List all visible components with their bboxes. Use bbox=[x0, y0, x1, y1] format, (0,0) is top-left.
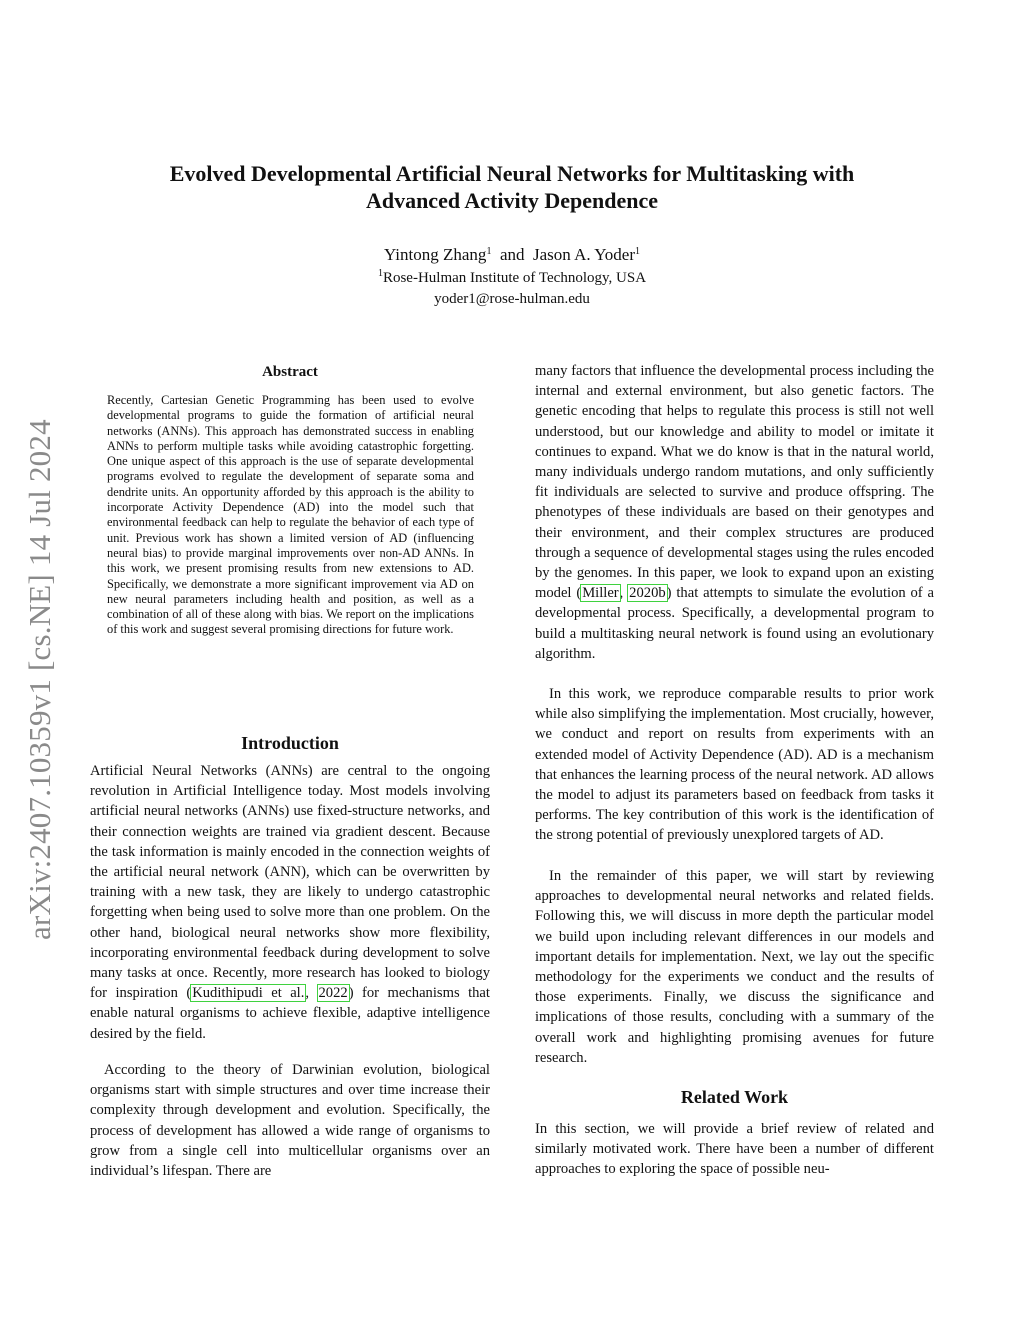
author-separator: and bbox=[499, 245, 525, 264]
introduction-paragraph bbox=[90, 761, 490, 1044]
paragraph-text: many factors that influence the developmental process including the internal and external environment, but also genetic factors. The genetic encoding that helps to regulate this process is still not well understood, but our knowledge and ability to model or imitate it continues to expand. What we do know is that in the natural world, many individuals undergo random mutations, and only sufficiently fit individuals are selected to survive and produce offspring. The phenotypes of these individuals are based on their genotypes and their environment, and their complex structures are produced through a sequence of developmental stages using the rules encoded by the genomes. In this paper, we look to expand upon an existing model ( bbox=[535, 363, 934, 602]
paragraph-text: ) that attempts to simulate the evolution of a developmental process. Specifically, a developmental program to build a multitasking neural network is found using an evolutionary algorithm. bbox=[535, 585, 934, 662]
citation-year-link[interactable]: 2020b bbox=[629, 585, 666, 602]
citation-separator: , bbox=[619, 585, 629, 602]
citation-link[interactable]: Miller bbox=[582, 585, 619, 602]
title-line-1: Evolved Developmental Artificial Neural Networks for Multitasking with bbox=[169, 161, 855, 186]
author-name: Jason A. Yoder bbox=[532, 245, 636, 264]
author-email: yoder1@rose-hulman.edu bbox=[434, 291, 590, 307]
abstract-heading: Abstract bbox=[262, 364, 318, 380]
paragraph-text: ) for mechanisms that enable natural organisms to achieve flexible, adaptive intelligence desired by the field. bbox=[90, 985, 490, 1042]
arxiv-identifier: arXiv:2407.10359v1 [cs.NE] 14 Jul 2024 bbox=[22, 419, 57, 940]
introduction-paragraph: According to the theory of Darwinian evolution, biological organisms start with simple structures and over time increase their complexity through development and evolution. Specifically, the process of development has allowed a wide range of organisms to grow from a single cell into multicellular organisms over an individual’s lifespan. There are bbox=[90, 1062, 490, 1180]
affiliation-mark: 1 bbox=[635, 246, 641, 257]
introduction-paragraph-continued bbox=[535, 361, 934, 664]
affiliation bbox=[100, 268, 924, 288]
introduction-heading: Introduction bbox=[241, 733, 339, 753]
affiliation-mark: 1 bbox=[377, 268, 383, 279]
paper-title bbox=[100, 160, 924, 214]
paragraph-text: Artificial Neural Networks (ANNs) are central to the ongoing revolution in Artificial Intelligence today. Most models involving artificial neural networks (ANNs) use fixed-structure networks, and their connection weights are trained via gradient descent. Because the task information is mainly encoded in the connection weights of the artificial neural network (ANN), which can be overwritten by training with a new task, they are likely to undergo catastrophic forgetting when being used to solve more than one problem. On the other hand, biological neural networks show more flexibility, incorporating environmental feedback during development to solve many tasks at once. Recently, more research has looked to biology for inspiration ( bbox=[90, 763, 490, 1002]
citation-separator: , bbox=[305, 985, 318, 1002]
related-work-heading: Related Work bbox=[680, 1087, 789, 1107]
introduction-paragraph: In the remainder of this paper, we will start by reviewing approaches to developmental neural networks and related fields. Following this, we will discuss in more depth the particular model we build upon including relevant differences in our models and important details for implementation. Next, we lay out the specific methodology for the experiments we conduct and the results of those experiments. Finally, we discuss the significance and implications of those results, concluding with a summary of the overall work and highlighting promising avenues for future research. bbox=[535, 868, 934, 1066]
abstract-text: Recently, Cartesian Genetic Programming has been used to evolve developmental programs to guide the formation of artificial neural networks (ANNs). This approach has demonstrated success in enabling ANNs to perform multiple tasks while avoiding catastrophic forgetting. One unique aspect of this approach is the use of separate developmental programs evolved to regulate the development of separate soma and dendrite units. An opportunity afforded by this approach is the ability to incorporate Activity Dependence (AD) into the model such that environmental feedback can help to regulate the behavior of each type of unit. Previous work has shown a limited version of AD (influencing neural bias) to provide marginal improvements over non-AD ANNs. In this work, we present promising results from new extensions to AD. Specifically, we demonstrate a more significant improvement via AD on new neural parameters including health and position, as well as a combination of all of these along with bias. We report on the implications of this work and suggest several promising directions for future work. bbox=[107, 393, 474, 637]
affiliation-text: Rose-Hulman Institute of Technology, USA bbox=[382, 270, 647, 286]
related-work-paragraph: In this section, we will provide a brief review of related and similarly motivated work. There have been a number of different approaches to exploring the space of possible neu- bbox=[535, 1121, 934, 1178]
author-name: Yintong Zhang bbox=[383, 245, 487, 264]
title-line-2: Advanced Activity Dependence bbox=[365, 188, 659, 213]
affiliation-mark: 1 bbox=[486, 246, 492, 257]
author-list bbox=[100, 244, 924, 266]
introduction-paragraph: In this work, we reproduce comparable results to prior work while also simplifying the implementation. Most crucially, however, we conduct and report on results from experiments with an extended model of Activity Dependence (AD). AD is a mechanism that enhances the learning process of the neural network. AD allows the model to adjust its parameters based on feedback from tasks it performs. The key contribution of this work is the identification of the strong potential of previously unexplored targets of AD. bbox=[535, 686, 934, 844]
citation-link[interactable]: Kudithipudi et al. bbox=[192, 985, 305, 1002]
citation-year-link[interactable]: 2022 bbox=[318, 985, 348, 1002]
